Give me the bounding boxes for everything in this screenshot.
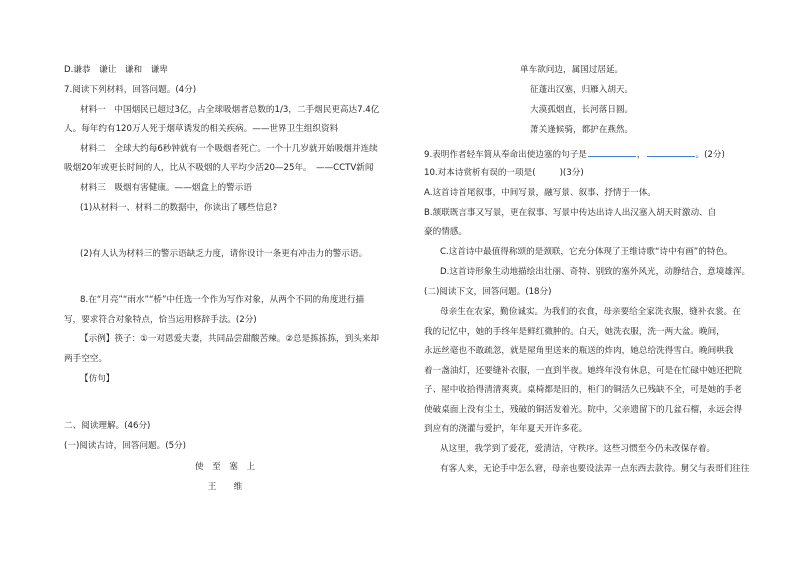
question-10-score: )(3分) <box>559 168 584 178</box>
question-9-separator: ， <box>636 150 646 160</box>
question-9 <box>424 147 725 162</box>
material-3: 材料三 吸烟有害健康。——烟盒上的警示语 <box>80 183 252 193</box>
subsection-1-heading: (一)阅读古诗，回答问题。(5分) <box>64 441 187 451</box>
section-2-heading: 二、阅读理解。(46分) <box>64 421 151 431</box>
poem-author: 王 维 <box>207 482 243 492</box>
question-10 <box>424 167 584 180</box>
question-8-line-2: 写，要求符合对象特点，恰当运用修辞手法。(2分) <box>64 315 257 325</box>
option-b-line-2: 豪的情感。 <box>424 227 467 237</box>
question-9-text: 9.表明作者轻车简从奉命出使边塞的句子是 <box>424 150 587 160</box>
poem-line-2: 征蓬出汉塞，归雁入胡天。 <box>530 85 634 95</box>
question-9-score: 。(2分) <box>695 150 725 160</box>
subsection-2-heading: (二)阅读下文，回答问题。(18分) <box>424 287 552 297</box>
material-1-line-2: 人。每年约有120万人死于烟草诱发的相关疾病。——世界卫生组织资料 <box>64 124 339 134</box>
question-7-1: (1)从材料一、材料二的数据中，你读出了哪些信息? <box>80 203 278 213</box>
question-7-title: 7.阅读下列材料，回答问题。(4分) <box>64 85 197 95</box>
option-b-line-1: B.颔联既言事又写景，更在叙事、写景中传达出诗人出汉塞入胡天时激动、自 <box>424 208 717 218</box>
paragraph-1-line-7: 到应有的浇灌与爱护，年年夏天开许多花。 <box>424 424 588 434</box>
example-line-2: 两手空空。 <box>64 354 107 364</box>
option-d: D.谦恭 谦让 谦和 谦卑 <box>64 65 168 75</box>
poem-title: 使 至 塞 上 <box>194 462 256 472</box>
example-line-1: 【示例】筷子：①一对恩爱夫妻，共同品尝甜酸苦辣。②总是拣拣拣，到头来却 <box>80 334 380 344</box>
poem-line-1: 单车欲问边，属国过居延。 <box>520 65 624 75</box>
answer-blank-1[interactable] <box>588 147 636 157</box>
imitation-sentence-label: 【仿句】 <box>80 374 115 384</box>
paragraph-2: 从这里，我学到了爱花，爱清洁，守秩序。这些习惯至今仍未改保存着。 <box>440 444 716 454</box>
paragraph-1-line-1: 母亲生在农家，勤俭诚实。为我们的衣食，母亲要给全家洗衣服，缝补衣裳。在 <box>440 307 741 317</box>
question-10-text: 10.对本诗赏析有误的一项是( <box>424 168 536 178</box>
paragraph-1-line-5: 子、屋中收拾得清清爽爽。桌椅都是旧的，柜门的铜活久已残缺不全，可是她的手老 <box>424 385 742 395</box>
material-2-line-1: 材料二 全球大约每6秒钟就有一个吸烟者死亡。一个十几岁就开始吸烟并连续 <box>80 144 378 154</box>
answer-blank-2[interactable] <box>647 147 695 157</box>
material-2-line-2: 吸烟20年或更长时间的人，比从不吸烟的人平均少活20—25年。 ——CCTV新闻 <box>64 163 374 173</box>
paragraph-1-line-6: 使破桌面上没有尘土，残破的铜活发着光。院中，父亲遗留下的几盆石榴，永远会得 <box>424 405 742 415</box>
paragraph-1-line-2: 我的记忆中，她的手终年是鲜红微肿的。白天，她洗衣服，洗一两大盆。晚间， <box>424 327 725 337</box>
option-d: D.这首诗形象生动地描绘出壮丽、奇特、别致的塞外风光，动静结合，意境雄浑。 <box>440 267 751 277</box>
paragraph-3-line-1: 有客人来，无论手中怎么窘，母亲也要设法弄一点东西去款待。舅父与表哥们往往 <box>440 464 750 474</box>
poem-line-4: 萧关逢候骑，都护在燕然。 <box>530 125 634 135</box>
paragraph-1-line-4: 着一盏油灯，还要缝补衣服，一直到半夜。她终年没有休息，可是在忙碌中她还把院 <box>424 366 742 376</box>
question-7-2: (2)有人认为材料三的警示语缺乏力度，请你设计一条更有冲击力的警示语。 <box>80 249 368 259</box>
material-1-line-1: 材料一 中国烟民已超过3亿，占全球吸烟者总数的1/3，二手烟民更高达7.4亿 <box>80 105 380 115</box>
poem-line-3: 大漠孤烟直，长河落日圆。 <box>530 105 634 115</box>
option-a: A.这首诗首尾叙事，中间写景，融写景、叙事、抒情于一体。 <box>424 188 656 198</box>
question-8-line-1: 8.在“月亮”“雨水”“桥”中任选一个作为写作对象，从两个不同的角度进行描 <box>80 295 365 305</box>
option-c: C.这首诗中最值得称颂的是颈联，它充分体现了王维诗歌“诗中有画”的特色。 <box>440 247 733 257</box>
paragraph-1-line-3: 永远丝毫也不敢疏忽，就是屋角里送来的瓶送的炸肉，她总给洗得雪白。晚间哄我 <box>424 346 734 356</box>
